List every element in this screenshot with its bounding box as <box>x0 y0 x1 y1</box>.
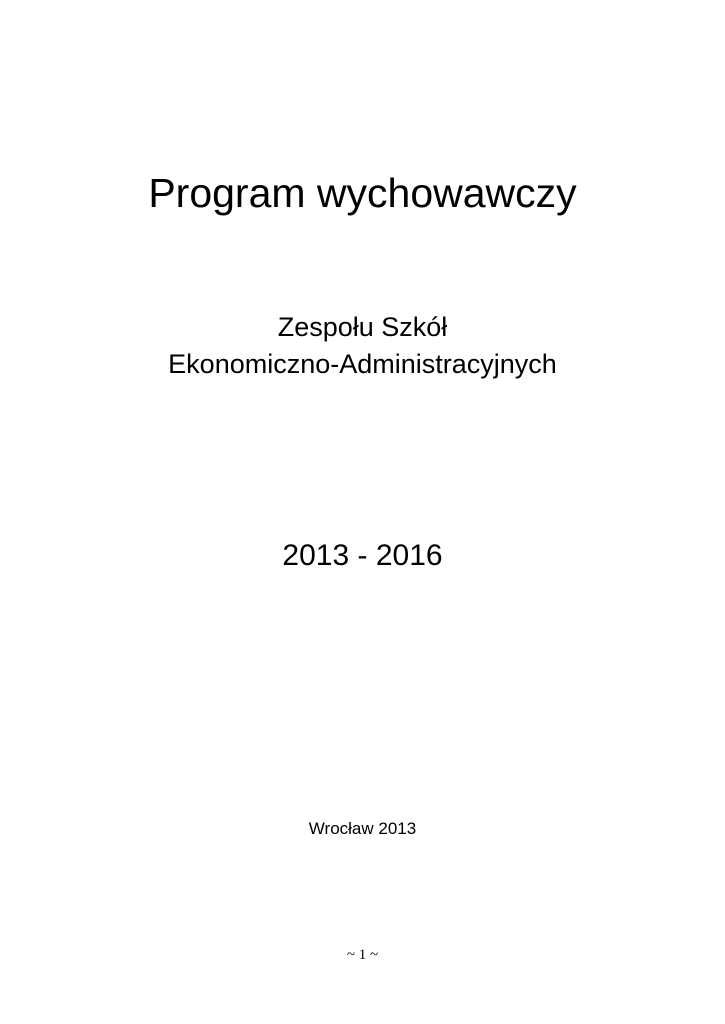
place-and-date: Wrocław 2013 <box>308 819 417 838</box>
school-name-line-2: Ekonomiczno-Administracyjnych <box>168 349 557 379</box>
program-years: 2013 - 2016 <box>282 539 443 572</box>
page-number: ~ 1 ~ <box>346 947 379 963</box>
document-title: Program wychowawczy <box>148 170 577 216</box>
school-name-line-1: Zespołu Szkół <box>277 312 448 342</box>
